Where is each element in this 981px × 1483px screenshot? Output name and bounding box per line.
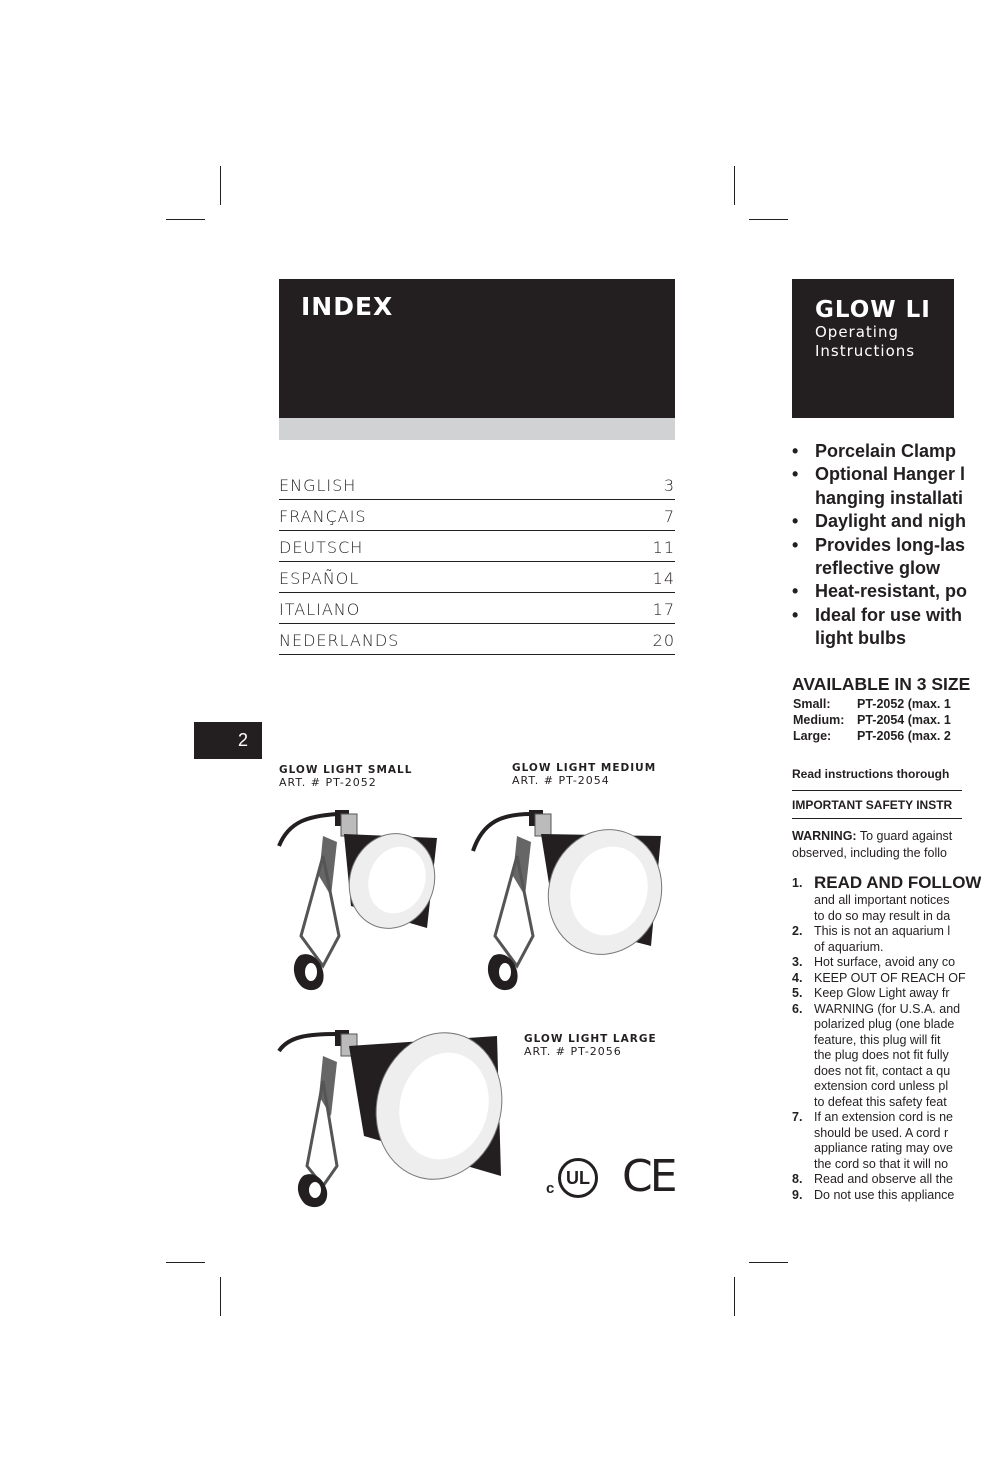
- feature-text: Provides long-las: [815, 534, 966, 555]
- toc-row[interactable]: [279, 563, 675, 593]
- lamp-small-image: [279, 806, 444, 996]
- ul-circle: UL: [558, 1158, 598, 1198]
- instruction-item: [792, 872, 981, 924]
- product-art-number: ART. # PT-2052: [279, 776, 377, 789]
- size-value: PT-2054 (max. 1: [857, 713, 951, 727]
- page-number-tab: 2: [194, 722, 262, 759]
- feature-text: Daylight and nigh: [815, 511, 966, 532]
- instruction-item: [792, 1002, 981, 1111]
- read-instructions-text: Read instructions thorough: [792, 767, 950, 781]
- feature-text: Porcelain Clamp: [815, 441, 957, 461]
- toc-language: ENGLISH: [279, 476, 357, 495]
- instruction-number: 7.: [792, 1110, 803, 1124]
- toc-row[interactable]: [279, 501, 675, 531]
- toc-row[interactable]: [279, 532, 675, 562]
- instruction-number: 3.: [792, 955, 803, 969]
- warning-paragraph: [792, 828, 952, 862]
- instruction-number: 4.: [792, 970, 803, 985]
- instruction-line: READ AND FOLLOW: [814, 873, 981, 892]
- instruction-line: This is not an aquarium l: [814, 924, 951, 938]
- feature-item: • Provides long-las: [792, 534, 962, 557]
- instruction-item: [792, 971, 981, 987]
- feature-item: • Daylight and nigh: [792, 510, 962, 533]
- size-value: PT-2056 (max. 2: [857, 729, 951, 743]
- feature-item: • Porcelain Clamp: [792, 440, 962, 463]
- toc-language: ESPAÑOL: [279, 569, 360, 588]
- toc-language: NEDERLANDS: [279, 631, 400, 650]
- instruction-item: [792, 1188, 981, 1204]
- instruction-line: Keep Glow Light away fr: [814, 986, 950, 1000]
- toc-page: 20: [652, 631, 675, 650]
- size-value: PT-2052 (max. 1: [857, 697, 951, 711]
- instruction-line: KEEP OUT OF REACH OF: [814, 970, 966, 985]
- subtitle-line: Operating: [815, 323, 899, 341]
- safety-heading: IMPORTANT SAFETY INSTR: [792, 798, 953, 812]
- feature-text: reflective glow: [815, 558, 941, 579]
- warning-label: WARNING:: [792, 829, 857, 843]
- product-art-number: ART. # PT-2056: [524, 1045, 622, 1058]
- feature-item: [792, 487, 962, 510]
- instruction-line: does not fit, contact a qu: [814, 1063, 951, 1078]
- feature-item: [792, 627, 962, 650]
- product-name: GLOW LIGHT MEDIUM: [512, 762, 657, 774]
- instruction-line: Hot surface, avoid any co: [814, 955, 956, 969]
- glow-light-title: GLOW LI: [815, 297, 931, 323]
- feature-item: • Heat-resistant, po: [792, 580, 962, 603]
- section-rule: [792, 790, 962, 791]
- instruction-number: 2.: [792, 924, 803, 938]
- crop-mark: [166, 219, 205, 220]
- toc-row[interactable]: [279, 625, 675, 655]
- feature-text: Heat-resistant, po: [815, 581, 968, 602]
- feature-text: light bulbs: [815, 628, 906, 649]
- toc-language: FRANÇAIS: [279, 507, 367, 526]
- instruction-line: Read and observe all the: [814, 1172, 953, 1186]
- features-list: [792, 440, 968, 651]
- feature-item: • Ideal for use with: [792, 604, 962, 627]
- instruction-line: the cord so that it will no: [814, 1156, 949, 1171]
- subtitle-line: Instructions: [815, 342, 916, 360]
- product-label-small: [279, 764, 412, 789]
- instruction-line: to do so may result in da: [814, 908, 951, 923]
- ul-certification-mark: [546, 1158, 610, 1204]
- feature-text: hanging installati: [815, 487, 964, 508]
- warning-text: To guard against: [856, 829, 953, 843]
- ul-c-letter: c: [546, 1180, 555, 1197]
- size-label: Small:: [793, 697, 831, 711]
- product-label-large: [524, 1033, 657, 1058]
- instruction-line: extension cord unless pl: [814, 1079, 949, 1093]
- toc-page: 11: [652, 538, 675, 557]
- instruction-item: [792, 924, 981, 955]
- index-title: INDEX: [301, 292, 394, 321]
- instruction-line: the plug does not fit fully: [814, 1048, 949, 1062]
- feature-item: [792, 557, 962, 580]
- toc-page: 17: [652, 600, 675, 619]
- instruction-item: [792, 1172, 981, 1188]
- instruction-item: [792, 1110, 981, 1172]
- index-divider-bar: [279, 418, 675, 440]
- size-label: Medium:: [793, 713, 845, 727]
- feature-text: Optional Hanger l: [815, 464, 966, 485]
- toc-language: ITALIANO: [279, 600, 361, 619]
- instruction-number: 8.: [792, 1172, 803, 1186]
- instruction-line: to defeat this safety feat: [814, 1094, 947, 1109]
- product-name: GLOW LIGHT SMALL: [279, 764, 413, 776]
- warning-text: observed, including the follo: [792, 846, 947, 860]
- toc-page: 7: [663, 507, 675, 526]
- crop-mark: [734, 166, 735, 205]
- size-label: Large:: [793, 729, 832, 743]
- instruction-line: polarized plug (one blade: [814, 1017, 955, 1031]
- product-label-medium: [512, 762, 656, 787]
- toc-row[interactable]: [279, 470, 675, 500]
- instruction-number: 1.: [792, 876, 803, 890]
- crop-mark: [220, 166, 221, 205]
- sizes-heading: AVAILABLE IN 3 SIZE: [792, 674, 971, 694]
- instruction-line: should be used. A cord r: [814, 1125, 949, 1140]
- feature-text: Ideal for use with: [815, 604, 963, 625]
- instruction-number: 9.: [792, 1187, 803, 1202]
- instruction-item: [792, 955, 981, 971]
- ce-mark: CE: [622, 1151, 675, 1202]
- safety-instructions-list: [792, 872, 981, 1203]
- crop-mark: [734, 1277, 735, 1316]
- section-rule: [792, 818, 962, 819]
- instruction-number: 6.: [792, 1001, 803, 1016]
- crop-mark: [166, 1262, 205, 1263]
- size-row: [793, 697, 951, 711]
- instruction-item: [792, 986, 981, 1002]
- toc-language: DEUTSCH: [279, 538, 364, 557]
- table-of-contents: [279, 470, 675, 656]
- feature-item: • Optional Hanger l: [792, 463, 962, 486]
- instruction-line: appliance rating may ove: [814, 1141, 953, 1155]
- instruction-line: WARNING (for U.S.A. and: [814, 1001, 961, 1016]
- toc-row[interactable]: [279, 594, 675, 624]
- instruction-line: feature, this plug will fit: [814, 1032, 941, 1047]
- crop-mark: [220, 1277, 221, 1316]
- size-row: [793, 713, 951, 727]
- crop-mark: [749, 1262, 788, 1263]
- lamp-medium-image: [473, 806, 673, 996]
- product-art-number: ART. # PT-2054: [512, 774, 610, 787]
- instruction-line: of aquarium.: [814, 939, 884, 954]
- instruction-line: If an extension cord is ne: [814, 1110, 953, 1124]
- size-row: [793, 729, 951, 743]
- toc-page: 3: [663, 476, 675, 495]
- toc-page: 14: [652, 569, 675, 588]
- lamp-large-image: [279, 1026, 519, 1211]
- product-name: GLOW LIGHT LARGE: [524, 1033, 657, 1045]
- instruction-number: 5.: [792, 986, 803, 1000]
- instruction-line: Do not use this appliance: [814, 1187, 955, 1202]
- instruction-line: and all important notices: [814, 893, 950, 907]
- crop-mark: [749, 219, 788, 220]
